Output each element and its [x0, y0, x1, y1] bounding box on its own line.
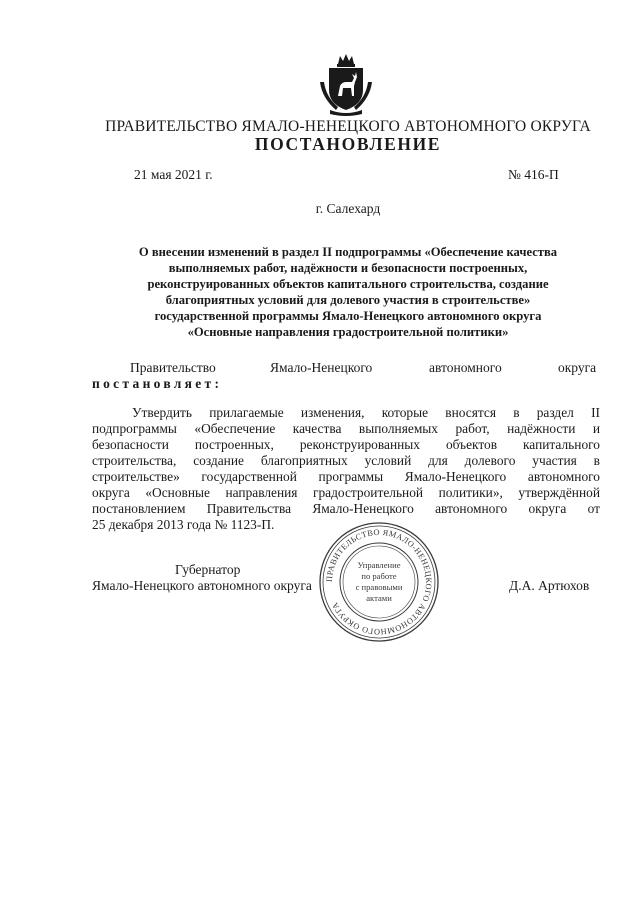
stamp-ring-text: ПРАВИТЕЛЬСТВО ЯМАЛО-НЕНЕЦКОГО АВТОНОМНОГО ОКРУГА: [324, 527, 434, 637]
preamble-word: Правительство: [130, 360, 216, 375]
preamble-word: Ямало-Ненецкого: [270, 360, 373, 375]
resolves-word: постановляет:: [92, 376, 223, 391]
body-line: строительства, создание благоприятных условий для долевого участия в: [92, 453, 600, 468]
subject-line: «Основные направления градостроительной политики»: [187, 325, 509, 339]
stamp-center-line: Управление: [357, 560, 401, 570]
subject-line: государственной программы Ямало-Ненецкого автономного округа: [154, 309, 542, 323]
body-line: безопасности построенных, реконструированных объектов капитального: [92, 437, 600, 452]
body-line: 25 декабря 2013 года № 1123-П.: [92, 517, 275, 532]
subject-line: благоприятных условий для долевого участия в строительстве»: [165, 293, 531, 307]
preamble-word: округа: [558, 360, 597, 375]
document-number: № 416-П: [508, 167, 559, 182]
document-city: г. Салехард: [315, 201, 381, 216]
document-type-title: ПОСТАНОВЛЕНИЕ: [254, 134, 442, 154]
body-line: округа «Основные направления градостроительной политики», утверждённой: [92, 485, 600, 500]
preamble-word: автономного: [429, 360, 502, 375]
coat-of-arms-icon: [316, 52, 376, 116]
signer-position-line1: Губернатор: [175, 562, 241, 577]
body-line: строительстве» государственной программы Ямало-Ненецкого автономного: [92, 469, 600, 484]
resolution-body: [92, 405, 600, 533]
stamp-center-line: с правовыми: [355, 582, 403, 592]
subject-line: О внесении изменений в раздел II подпрограммы «Обеспечение качества: [138, 245, 558, 259]
body-line: постановлением Правительства Ямало-Ненецкого автономного округа от: [92, 501, 600, 516]
organization-title: ПРАВИТЕЛЬСТВО ЯМАЛО-НЕНЕЦКОГО АВТОНОМНОГО ОКРУГА: [105, 118, 591, 135]
body-line: подпрограммы «Обеспечение качества выполняемых работ, надёжности и: [92, 421, 600, 436]
signer-name: Д.А. Артюхов: [509, 578, 590, 593]
stamp-center-line: по работе: [361, 571, 397, 581]
body-line: Утвердить прилагаемые изменения, которые вносятся в раздел II: [132, 405, 600, 420]
document-subject: [92, 244, 604, 340]
stamp-center-line: актами: [366, 593, 392, 603]
document-date: 21 мая 2021 г.: [134, 167, 213, 182]
subject-line: выполняемых работ, надёжности и безопасности построенных,: [168, 261, 528, 275]
signer-position-line2: Ямало-Ненецкого автономного округа: [92, 578, 312, 593]
official-seal-icon: [317, 520, 441, 644]
subject-line: реконструированных объектов капитального строительства, создание: [147, 277, 549, 291]
